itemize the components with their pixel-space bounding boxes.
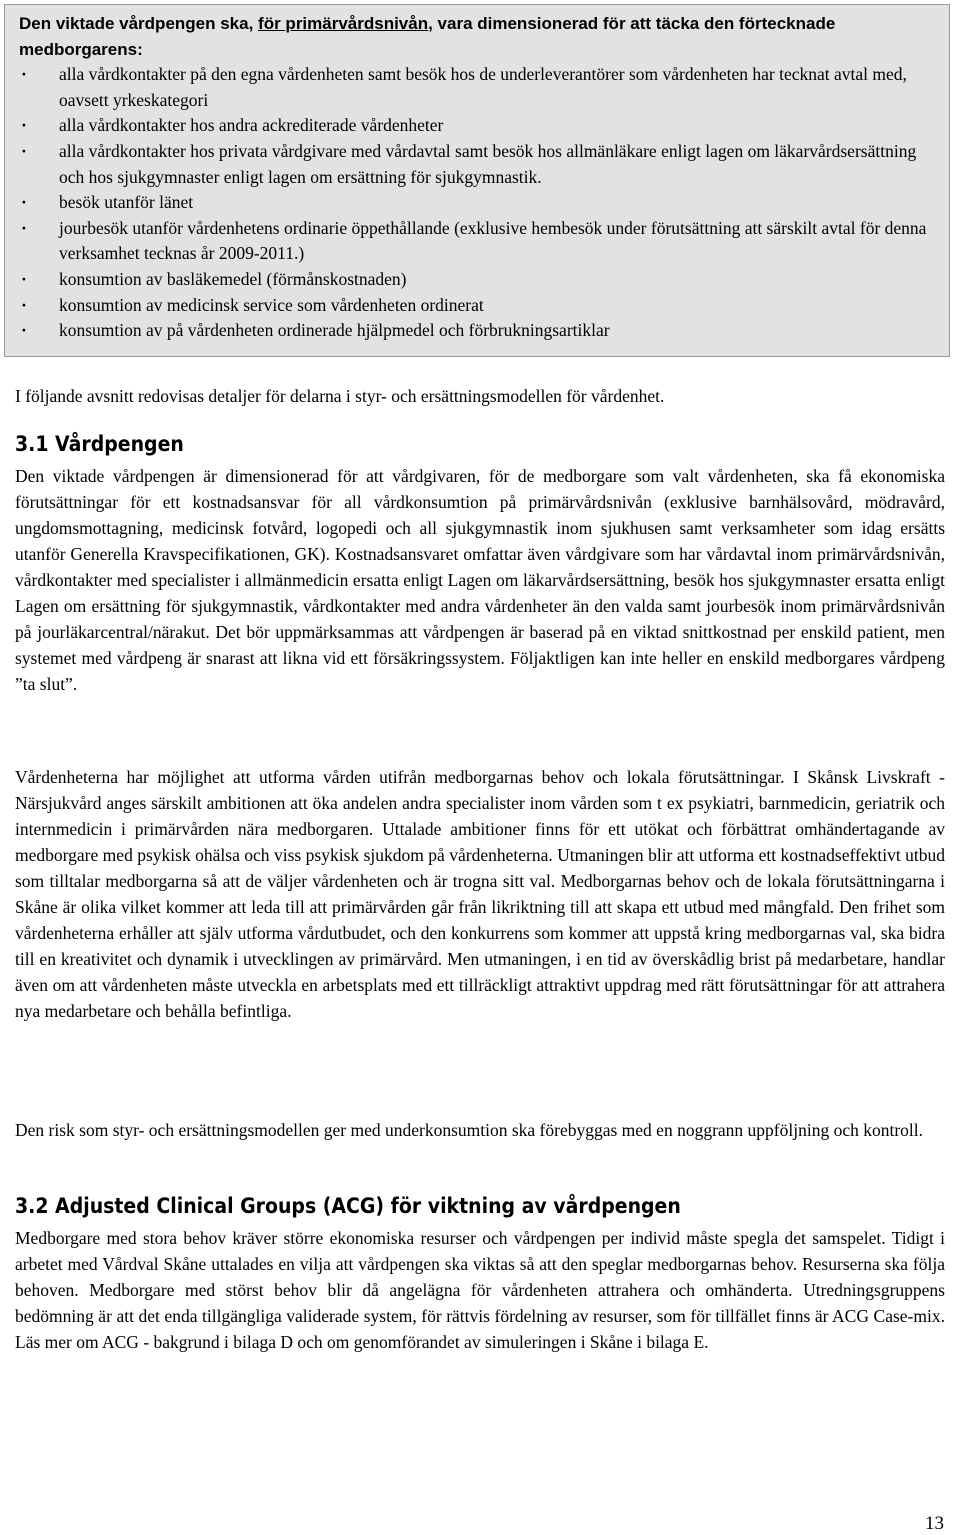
box-heading <box>19 11 939 62</box>
list-item: · alla vårdkontakter hos privata vårdgivare med vårdavtal samt besök hos allmänläkare enligt lagen om läkarvårdsersättning och hos sjukgymnaster enligt lagen om ersättning för sjukgymnastik. <box>19 139 939 190</box>
page-number: 13 <box>925 1513 944 1534</box>
list-item: · besök utanför länet <box>19 190 939 216</box>
paragraph: Medborgare med stora behov kräver större ekonomiska resurser och vårdpengen per individ måste spegla det samspelet. Tidigt i arbetet med Vårdval Skåne uttalades en vilja att vårdpengen ska viktas så att den speglar medborgarnas behov. Resurserna ska följa behoven. Medborgare med störst behov blir då angelägna för vårdenheten attrahera och omhänderta. Utredningsgruppens bedömning är att det enda tillgängliga validerade system, för rättvis fördelning av resurser, som för tillfället finns är ACG Case-mix. Läs mer om ACG - bakgrund i bilaga D och om genomförandet av simuleringen i Skåne i bilaga E. <box>15 1228 945 1352</box>
list-item: · alla vårdkontakter hos andra ackrediterade vårdenheter <box>19 113 939 139</box>
box-heading-underlined: för primärvårdsnivån <box>258 14 429 33</box>
intro-paragraph: I följande avsnitt redovisas detaljer för delarna i styr- och ersättningsmodellen för vårdenhet. <box>15 386 665 406</box>
paragraph: Den viktade vårdpengen är dimensionerad för att vårdgivaren, för de medborgare som valt vårdenheten, ska få ekonomiska förutsättningar för ett kostnadsansvar för all vårdkonsumtion på primärvårdsnivån (exklusive barnhälsovård, mödravård, ungdomsmottagning, medicinsk fotvård, logopedi och all sjukgymnastik inom sjukhusen samt verksamheter som idag ersätts utanför Generella Kravspecifikationen, GK). Kostnadsansvaret omfattar även vårdgivare som har vårdavtal inom primärvårdsnivån, vårdkontakter med specialister i allmänmedicin ersatta enligt Lagen om läkarvårdsersättning, besök hos sjukgymnaster ersatta enligt Lagen om ersättning för sjukgymnastik, vårdkontakter med andra vårdenheter än den valda samt jourbesök inom primärvårdsnivån på jourläkarcentral/närakut. Det bör uppmärksammas att vårdpengen är baserad på en viktad snittkostnad per enskild patient, men systemet med vårdpeng är snarast att likna vid ett försäkringssystem. Följaktligen kan inte heller en enskild medborgares vårdpeng ”ta slut”. <box>15 466 945 694</box>
box-heading-end: , vara dimensionerad för att täcka den förtecknade medborgarens: <box>19 14 836 59</box>
section-heading-3-2: 3.2 Adjusted Clinical Groups (ACG) för viktning av vårdpengen <box>15 1194 681 1218</box>
box-heading-start: Den viktade vårdpengen ska, <box>19 14 259 33</box>
list-item: · jourbesök utanför vårdenhetens ordinarie öppethållande (exklusive hembesök under förutsättning att särskilt avtal för denna verksamhet tecknas år 2009-2011.) <box>19 216 939 267</box>
cost-coverage-list <box>19 62 939 344</box>
list-item: · konsumtion av medicinsk service som vårdenheten ordinerat <box>19 293 939 319</box>
list-item: · konsumtion av basläkemedel (förmånskostnaden) <box>19 267 939 293</box>
requirements-box <box>4 4 950 357</box>
paragraph: Vårdenheterna har möjlighet att utforma vården utifrån medborgarnas behov och lokala förutsättningar. I Skånsk Livskraft - Närsjukvård anges särskilt ambitionen att öka andelen andra specialister inom vården som t ex psykiatri, barnmedicin, geriatrik och internmedicin i primärvården nära medborgaren. Uttalade ambitioner finns för ett utökat och förbättrat omhändertagande av medborgare med psykisk ohälsa och viss psykisk sjukdom på vårdenheterna. Utmaningen blir att utforma ett kostnadseffektivt utbud som tilltalar medborgarna så att de väljer vårdenheten och är trogna sitt val. Medborgarnas behov och de lokala förutsättningarna i Skåne är olika vilket kommer att leda till att primärvården går från likriktning till att skapa ett utbud med mångfald. Den frihet som vårdenheterna erhåller att själv utforma vårdutbudet, och den konkurrens som kommer att uppstå kring medborgarnas val, ska bidra till en kreativitet och dynamik i utvecklingen av primärvård. Men utmaningen, i en tid av överskådlig brist på medarbetare, handlar även om att vårdenheten måste utveckla en arbetsplats med ett tillräckligt attraktivt uppdrag med rätt förutsättningar för att attrahera nya medarbetare och behålla befintliga. <box>15 767 945 1021</box>
paragraph: Den risk som styr- och ersättningsmodellen ger med underkonsumtion ska förebyggas med en noggrann uppföljning och kontroll. <box>15 1120 924 1140</box>
section-heading-3-1: 3.1 Vårdpengen <box>15 432 184 456</box>
list-item: · alla vårdkontakter på den egna vårdenheten samt besök hos de underleverantörer som vårdenheten har tecknat avtal med, oavsett yrkeskategori <box>19 62 939 113</box>
list-item: · konsumtion av på vårdenheten ordinerade hjälpmedel och förbrukningsartiklar <box>19 318 939 344</box>
